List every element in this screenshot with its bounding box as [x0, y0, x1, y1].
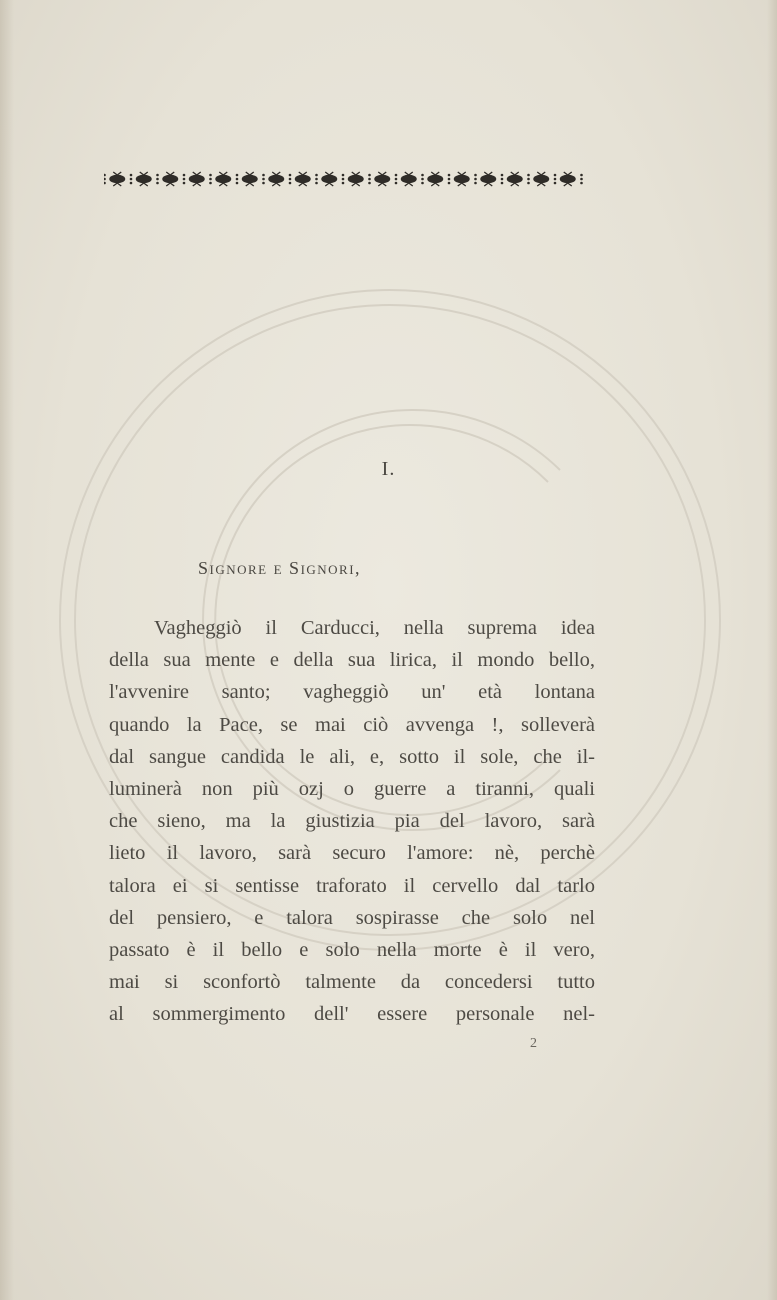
ornament-motif [262, 172, 284, 186]
ornament-motif [342, 172, 364, 186]
page-number: 2 [530, 1036, 537, 1051]
text-line: l'avvenire santo; vagheggiò un' età lontana [109, 681, 595, 704]
left-edge-shadow [0, 0, 14, 1300]
ornament-motif [156, 172, 178, 186]
ornament-motif [448, 172, 470, 186]
text-line: dal sangue candida le ali, e, sotto il sole, che il- [109, 745, 595, 768]
ornament-motif [104, 172, 125, 186]
ornament-motif [236, 172, 258, 186]
text-line: quando la Pace, se mai ciò avvenga !, solleverà [109, 713, 595, 736]
ornament-motif [368, 172, 390, 186]
ornament-motif [501, 172, 523, 186]
ornament-motif [474, 172, 496, 186]
text-line: Vagheggiò il Carducci, nella suprema idea [154, 617, 595, 639]
text-line: passato è il bello e solo nella morte è il vero, [109, 938, 595, 961]
text-line: luminerà non più ozj o guerre a tiranni, quali [109, 777, 595, 800]
text-line: che sieno, ma la giustizia pia del lavoro, sarà [109, 810, 595, 833]
ornament-motif [315, 172, 337, 186]
text-line: al sommergimento dell' essere personale nel- [109, 1003, 595, 1026]
ornament-dot [580, 182, 583, 185]
salutation: Signore e Signori, [198, 558, 362, 578]
text-line: mai si sconfortò talmente da concedersi tutto [109, 971, 595, 994]
ornament-motif [395, 172, 417, 186]
ornamental-border-icon [104, 170, 584, 190]
ornament-motif [289, 172, 311, 186]
ornament-motif [527, 172, 549, 186]
ornament-motif [421, 172, 443, 186]
text-line: lieto il lavoro, sarà securo l'amore: nè, perchè [109, 842, 595, 865]
chapter-number: I. [381, 458, 396, 480]
ornament-motif [130, 172, 152, 186]
body-paragraph [109, 612, 595, 1030]
text-line: del pensiero, e talora sospirasse che solo nel [109, 906, 595, 929]
text-line: della sua mente e della sua lirica, il mondo bello, [109, 649, 595, 672]
ornament-motif [209, 172, 231, 186]
ornament-dot [580, 174, 583, 177]
ornament-motif [554, 172, 576, 186]
right-edge-shadow [767, 0, 777, 1300]
ornament-dot [580, 178, 583, 181]
ornament-motif [183, 172, 205, 186]
text-line: talora ei si sentisse traforato il cervello dal tarlo [109, 874, 595, 897]
